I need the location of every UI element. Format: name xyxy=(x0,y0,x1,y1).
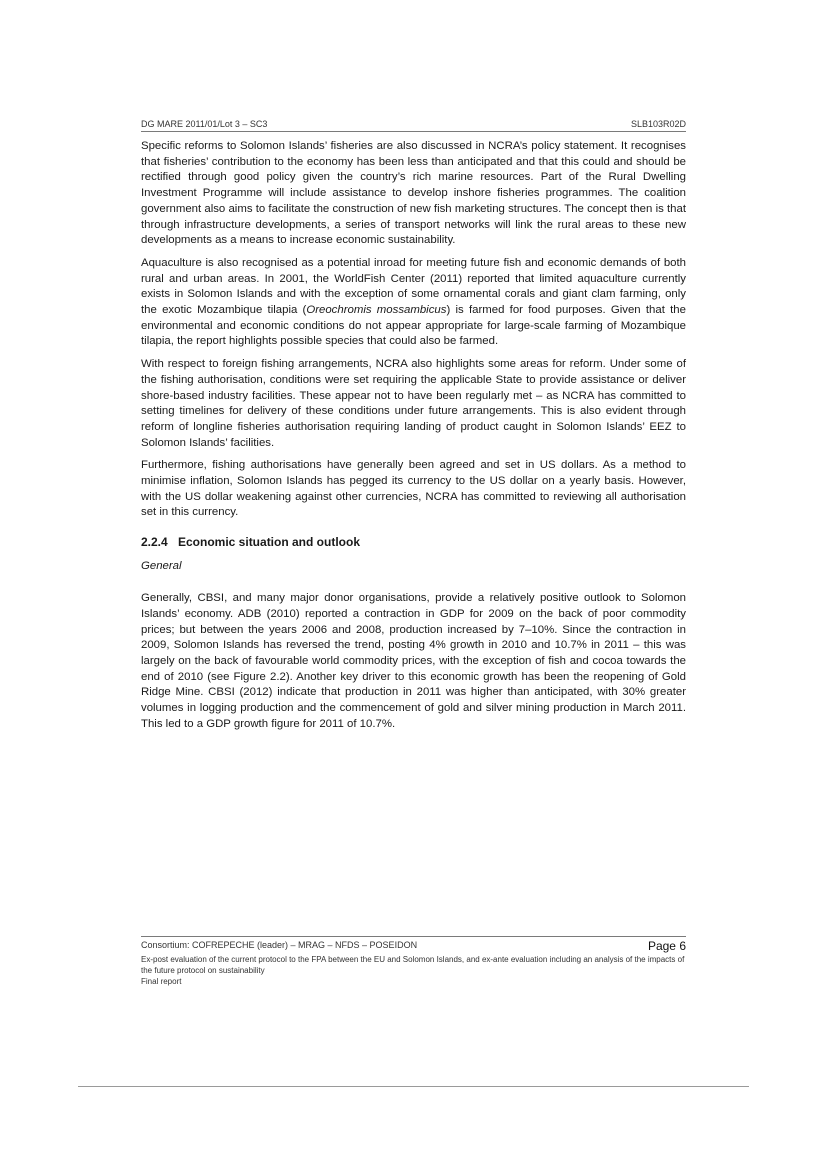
species-name: Oreochromis mossambicus xyxy=(306,304,447,317)
header-report-code: SLB103R02D xyxy=(630,119,686,129)
paragraph-economic-outlook: Generally, CBSI, and many major donor organisations, provide a relatively positive outlook to Solomon Islands’ economy. ADB (2010) reported a contraction in GDP for 2009 on the back of poor commodity prices; but between the years 2006 and 2008, production increased by 7–10%. Since the contraction in 2009, Solomon Islands has reversed the trend, posting 4% growth in 2010 and 10.7% in 2011 – this was largely on the back of favourable world commodity prices, with the exception of fish and cocoa towards the end of 2010 (see Figure 2.2). Another key driver to this economic growth has been the reopening of Gold Ridge Mine. CBSI (2012) indicate that production in 2011 was higher than anticipated, with 30% greater volumes in logging production and the commencement of gold and silver mining production in March 2011. This led to a GDP growth figure for 2011 of 10.7%. xyxy=(141,592,686,730)
page-footer xyxy=(141,936,686,987)
paragraph-aquaculture: Aquaculture is also recognised as a potential inroad for meeting future fish and economic demands of both rural and urban areas. In 2001, the WorldFish Center (2011) reported that limited aquaculture currently exists in Solomon Islands and with the exception of some ornamental corals and giant clam farming, only the exotic Mozambique tilapia (Oreochromis mossambicus) is farmed for food purposes. Given that the environmental and economic conditions do not appear appropriate for large-scale farming of Mozambique tilapia, the report highlights possible species that could also be farmed. xyxy=(141,256,686,348)
paragraph-fisheries-reforms: Specific reforms to Solomon Islands’ fisheries are also discussed in NCRA’s policy statement. It recognises that fisheries’ contribution to the economy has been less than anticipated and that this could and should be rectified through good policy given the country’s rich marine resources. Part of the Rural Dwelling Investment Programme will include assistance to develop inshore fisheries programmes. The coalition government also aims to facilitate the construction of new fish marketing structures. The concept then is that through infrastructure developments, a series of transport networks will link the rural areas to these new developments as a means to increase economic sustainability. xyxy=(141,140,686,247)
footer-description: Ex-post evaluation of the current protocol to the FPA between the EU and Solomon Islands, and ex-ante evaluation including an analysis of the impacts of the future protocol on sustainability xyxy=(141,955,685,975)
section-number: 2.2.4 xyxy=(141,535,168,550)
paragraph-currency: Furthermore, fishing authorisations have generally been agreed and set in US dollars. As a method to minimise inflation, Solomon Islands has pegged its currency to the US dollar on a yearly basis. However, with the US dollar weakening against other currencies, NCRA has committed to reviewing all authorisation set in this currency. xyxy=(141,459,686,519)
page-number: Page 6 xyxy=(647,939,686,953)
paragraph-foreign-fishing: With respect to foreign fishing arrangements, NCRA also highlights some areas for reform. Under some of the fishing authorisation, conditions were set requiring the applicable State to provide assistance or deliver shore-based industry facilities. These appear not to have been regularly met – as NCRA has committed to setting timelines for delivery of these conditions under future arrangements. This is also evident through reform of longline fisheries authorisation requiring landing of product caught in Solomon Islands’ EEZ to Solomon Islands’ facilities. xyxy=(141,358,686,449)
main-content xyxy=(141,139,686,740)
footer-consortium: Consortium: COFREPECHE (leader) – MRAG – NFDS – POSEIDON xyxy=(141,940,418,950)
subheading-general: General xyxy=(141,560,182,573)
page-header xyxy=(141,117,686,132)
section-title: Economic situation and outlook xyxy=(178,535,361,550)
footer-status: Final report xyxy=(141,977,182,986)
section-heading xyxy=(141,535,686,550)
header-document-reference: DG MARE 2011/01/Lot 3 – SC3 xyxy=(141,119,268,129)
page-divider xyxy=(78,1086,749,1087)
